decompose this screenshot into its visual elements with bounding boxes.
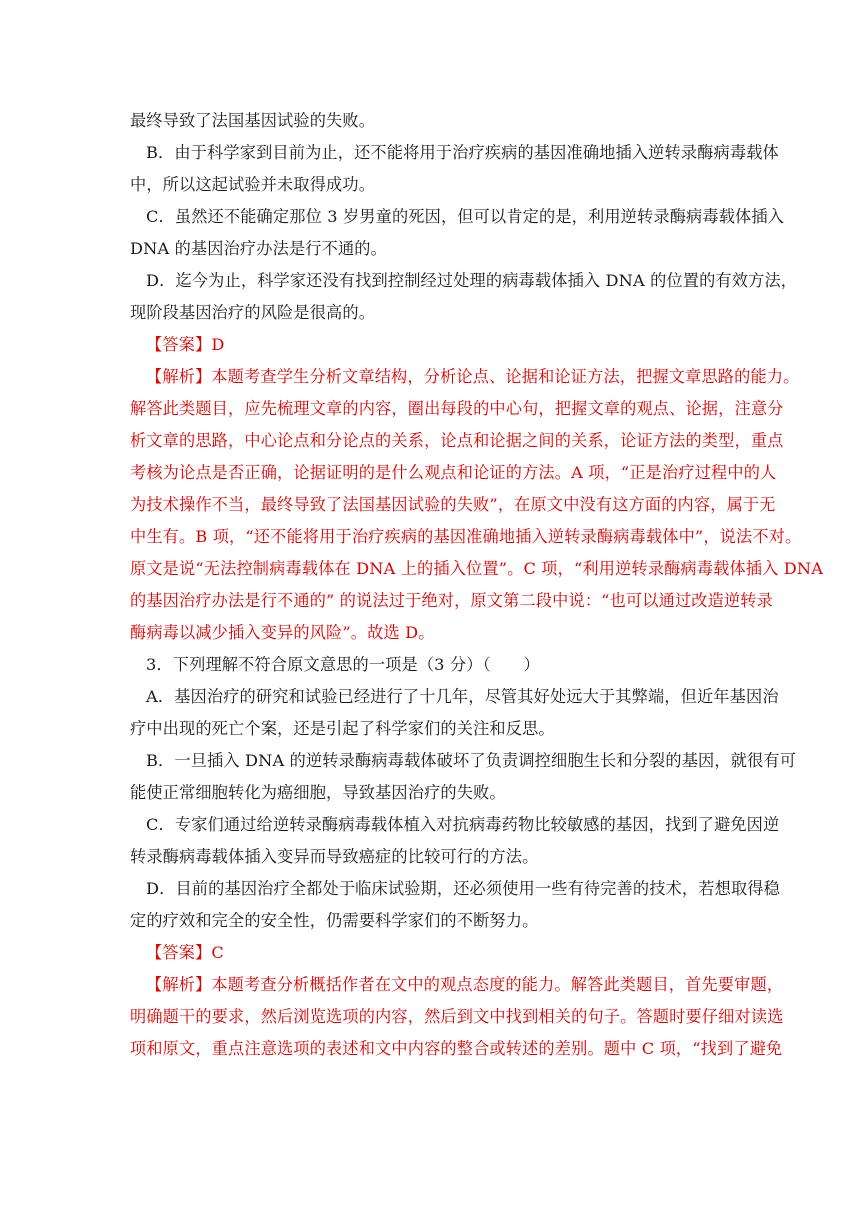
- q2-analysis-line: 析文章的思路，中心论点和分论点的关系，论点和论据之间的关系，论证方法的类型，重点: [130, 431, 784, 450]
- q2-option-d-line1: D．迄今为止，科学家还没有找到控制经过处理的病毒载体插入 DNA 的位置的有效方法，: [146, 271, 798, 290]
- paragraph-continuation: 最终导致了法国基因试验的失败。: [130, 111, 376, 130]
- q3-option-d-line1: D．目前的基因治疗全都处于临床试验期，还必须使用一些有待完善的技术，若想取得稳: [146, 879, 780, 898]
- q3-option-c-line1: C．专家们通过给逆转录酶病毒载体植入对抗病毒药物比较敏感的基因，找到了避免因逆: [146, 815, 780, 834]
- q3-answer: 【答案】C: [146, 943, 224, 962]
- q2-analysis-line: 酶病毒以减少插入变异的风险”。故选 D。: [130, 623, 435, 642]
- q3-option-c-line2: 转录酶病毒载体插入变异而导致癌症的比较可行的方法。: [130, 847, 539, 866]
- q2-analysis-line: 为技术操作不当，最终导致了法国基因试验的失败”，在原文中没有这方面的内容，属于无: [130, 495, 776, 514]
- q2-option-b-line1: B．由于科学家到目前为止，还不能将用于治疗疾病的基因准确地插入逆转录酶病毒载体: [146, 143, 779, 162]
- q2-analysis-line: 考核为论点是否正确，论据证明的是什么观点和论证的方法。A 项，“正是治疗过程中的人: [130, 463, 777, 482]
- q2-option-c-line1: C．虽然还不能确定那位 3 岁男童的死因，但可以肯定的是，利用逆转录酶病毒载体插入: [146, 207, 785, 226]
- q2-analysis-line: 解答此类题目，应先梳理文章的内容，圈出每段的中心句，把握文章的观点、论据，注意分: [130, 399, 784, 418]
- q2-option-d-line2: 现阶段基因治疗的风险是很高的。: [130, 303, 376, 322]
- q2-analysis-line: 中生有。B 项，“还不能将用于治疗疾病的基因准确地插入逆转录酶病毒载体中”，说法不对。: [130, 527, 802, 546]
- q2-option-c-line2: DNA 的基因治疗办法是行不通的。: [130, 239, 387, 258]
- q3-analysis-line: 项和原文，重点注意选项的表述和文中内容的整合或转述的差别。题中 C 项，“找到了避免: [130, 1039, 783, 1058]
- q3-analysis-line: 明确题干的要求，然后浏览选项的内容，然后到文中找到相关的句子。答题时要仔细对读选: [130, 1007, 784, 1026]
- q3-option-b-line2: 能使正常细胞转化为癌细胞，导致基因治疗的失败。: [130, 783, 506, 802]
- q3-stem: 3．下列理解不符合原文意思的一项是（3 分）（ ）: [146, 655, 540, 674]
- q3-analysis-line: 【解析】本题考查分析概括作者在文中的观点态度的能力。解答此类题目，首先要审题，: [146, 975, 784, 994]
- q3-option-a-line2: 疗中出现的死亡个案，还是引起了科学家们的关注和反思。: [130, 719, 555, 738]
- q3-option-a-line1: A．基因治疗的研究和试验已经进行了十几年，尽管其好处远大于其弊端，但近年基因治: [146, 687, 779, 706]
- q2-analysis-line: 的基因治疗办法是行不通的” 的说法过于绝对，原文第二段中说：“也可以通过改造逆转录: [130, 591, 773, 610]
- q3-option-d-line2: 定的疗效和完全的安全性，仍需要科学家们的不断努力。: [130, 911, 539, 930]
- q2-analysis-line: 原文是说“无法控制病毒载体在 DNA 上的插入位置”。C 项，“利用逆转录酶病毒载体插入 DNA: [130, 559, 824, 578]
- q3-option-b-line1: B．一旦插入 DNA 的逆转录酶病毒载体破坏了负责调控细胞生长和分裂的基因，就很有可: [146, 751, 797, 770]
- q2-analysis-line: 【解析】本题考查学生分析文章结构，分析论点、论据和论证方法，把握文章思路的能力。: [146, 367, 800, 386]
- q2-answer: 【答案】D: [146, 335, 225, 354]
- q2-option-b-line2: 中，所以这起试验并未取得成功。: [130, 175, 376, 194]
